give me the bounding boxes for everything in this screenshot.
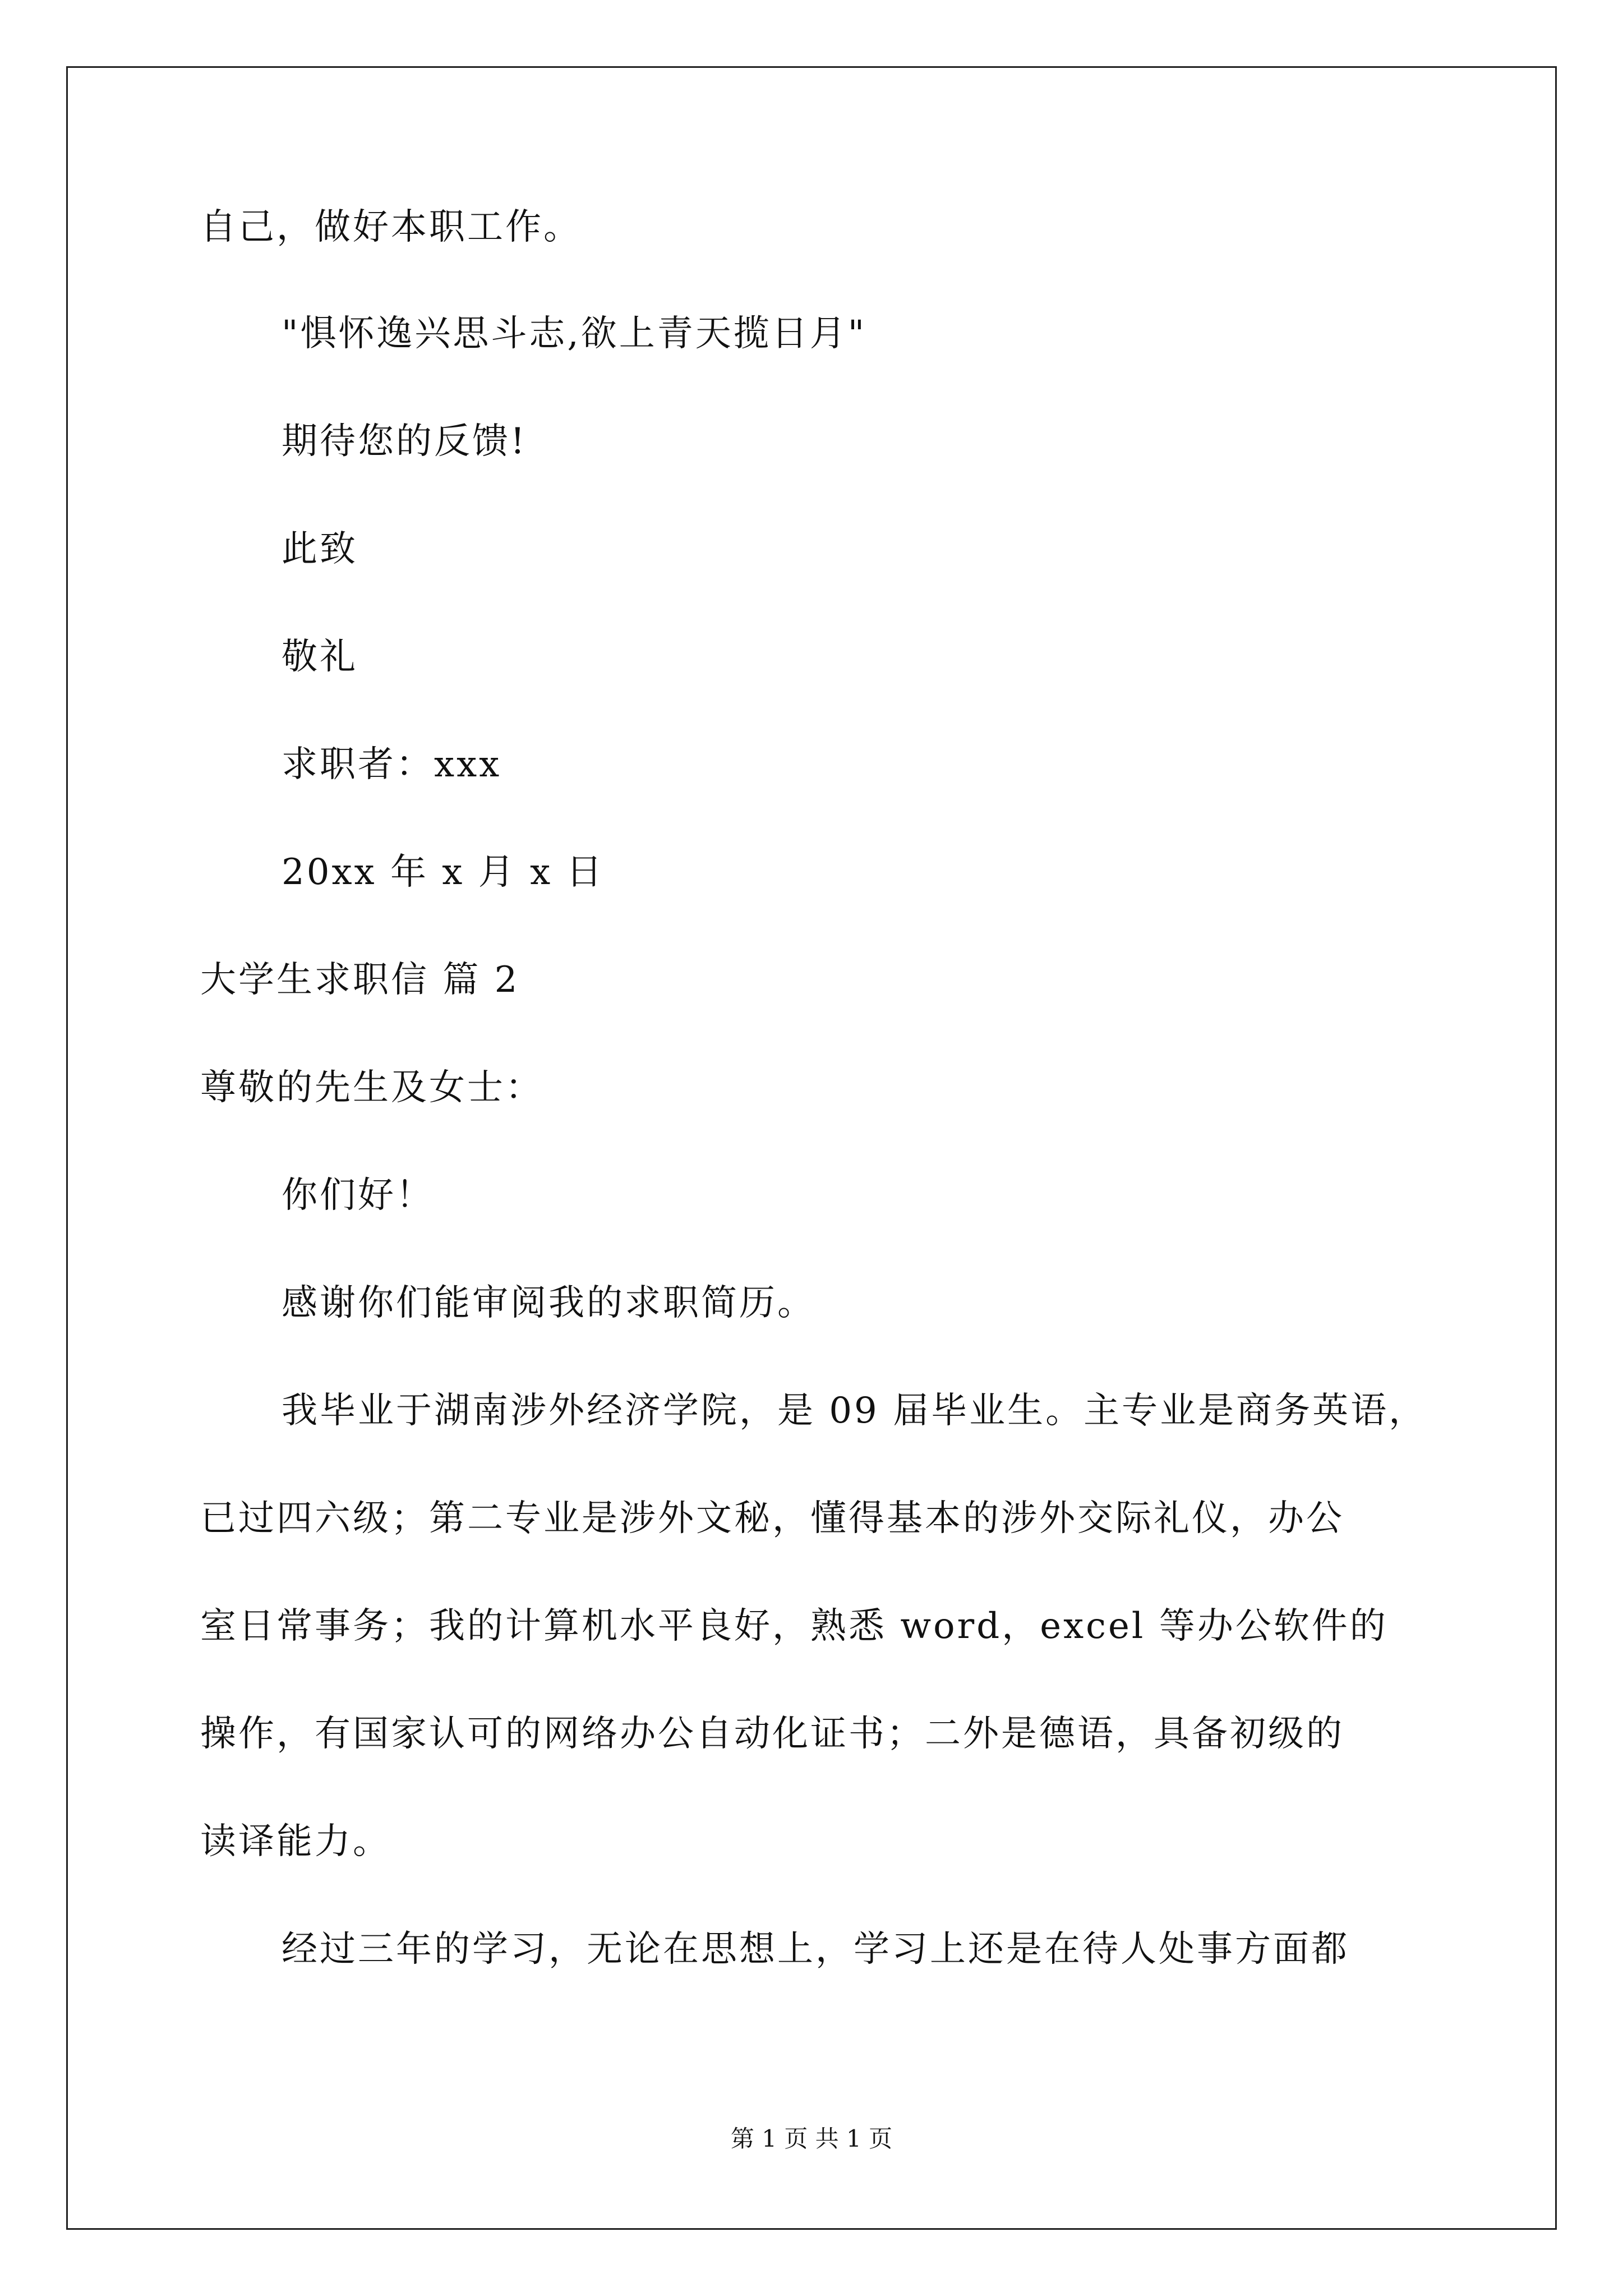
page-footer: 第 1 页 共 1 页 xyxy=(730,2125,893,2152)
text-line-11: 感谢你们能审阅我的求职简历。 xyxy=(282,1282,815,1324)
page-border xyxy=(66,66,1557,2230)
text-line-15: 操作，有国家认可的网络办公自动化证书；二外是德语，具备初级的 xyxy=(200,1713,1344,1755)
text-line-7: 20xx 年 x 月 x 日 xyxy=(282,852,605,893)
text-line-13: 已过四六级；第二专业是涉外文秘，懂得基本的涉外交际礼仪，办公 xyxy=(200,1498,1344,1539)
text-line-12: 我毕业于湖南涉外经济学院，是 09 届毕业生。主专业是商务英语， xyxy=(282,1390,1427,1432)
text-line-2: "惧怀逸兴思斗志,欲上青天揽日月" xyxy=(282,313,867,355)
text-line-6: 求职者：xxx xyxy=(282,744,502,785)
text-line-17: 经过三年的学习，无论在思想上，学习上还是在待人处事方面都 xyxy=(282,1929,1349,1970)
text-line-3: 期待您的反馈! xyxy=(282,421,527,462)
text-line-1: 自己，做好本职工作。 xyxy=(200,206,582,248)
text-line-9: 尊敬的先生及女士： xyxy=(200,1067,543,1108)
text-line-5: 敬礼 xyxy=(282,636,358,678)
text-line-14: 室日常事务；我的计算机水平良好，熟悉 word，excel 等办公软件的 xyxy=(200,1605,1388,1647)
text-line-4: 此致 xyxy=(282,528,358,570)
text-line-10: 你们好！ xyxy=(282,1175,434,1216)
text-line-16: 读译能力。 xyxy=(200,1821,391,1862)
section-heading: 大学生求职信 篇 2 xyxy=(200,959,520,1001)
